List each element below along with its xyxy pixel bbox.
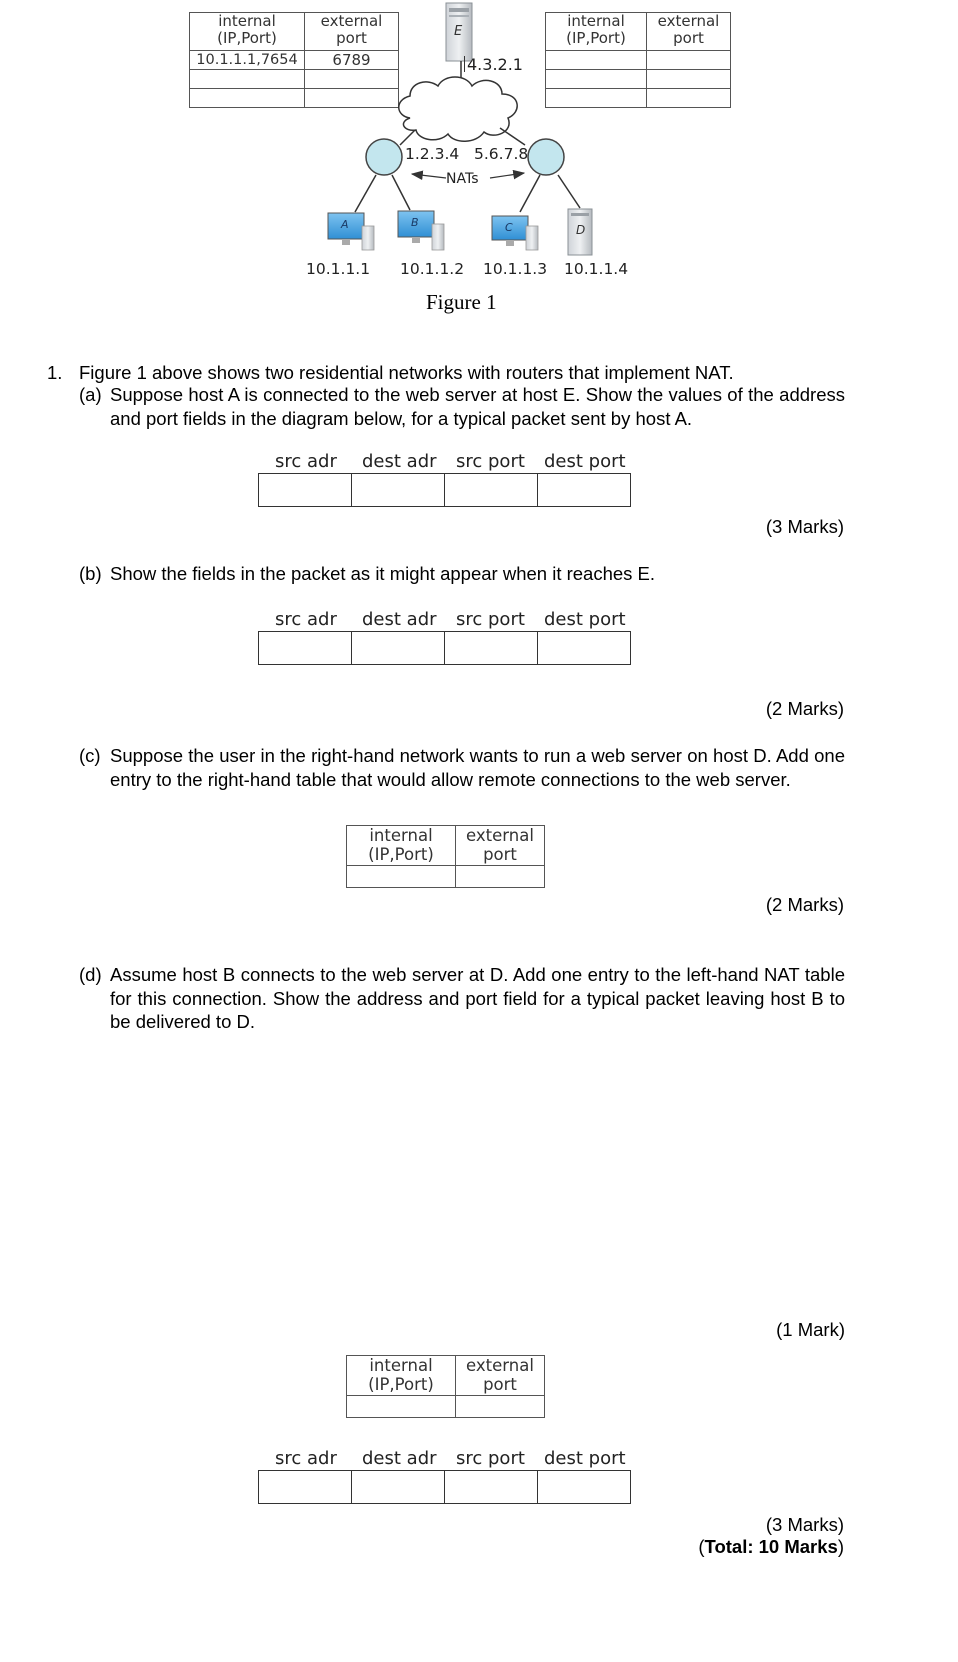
field-label: dest port: [544, 609, 626, 630]
table-cell[interactable]: [347, 866, 456, 888]
field-label: src adr: [275, 609, 337, 630]
paren: ): [837, 1536, 844, 1557]
table-cell: 6789: [305, 51, 399, 70]
part-b-label: (b): [79, 563, 102, 584]
table-cell[interactable]: [347, 1396, 456, 1418]
part-c-text: Suppose the user in the right-hand network wants to run a web server on host D. Add one entry to the right-hand table that would allow remote connections to the web server.: [110, 745, 845, 790]
field-label: dest port: [544, 1448, 626, 1469]
nat-router-left-icon: [366, 139, 402, 175]
field-label: src adr: [275, 451, 337, 472]
host-c-label: C: [505, 221, 513, 234]
field-label: src port: [456, 609, 525, 630]
internet-cloud-icon: [399, 77, 517, 141]
part-b-marks: (2 Marks): [765, 698, 844, 719]
network-diagram: [0, 0, 958, 330]
table-header: external port: [647, 13, 731, 51]
nat-arrow-right: [490, 173, 524, 178]
packet-a-fields[interactable]: [258, 473, 631, 507]
total-marks-text: Total: 10 Marks: [704, 1536, 838, 1557]
host-d-ip: 10.1.1.4: [564, 260, 629, 278]
server-e-label: E: [454, 24, 463, 39]
part-c-entry-table: [346, 825, 545, 888]
figure-caption: Figure 1: [426, 290, 497, 314]
nat-right-ip: 5.6.7.8: [474, 145, 529, 163]
host-a-icon: [328, 213, 374, 250]
part-b-text: Show the fields in the packet as it might appear when it reaches E.: [110, 563, 656, 584]
part-a-marks: (3 Marks): [765, 516, 844, 537]
field-label: dest adr: [362, 1448, 437, 1469]
table-header: external port: [456, 1356, 545, 1396]
host-c-icon: [492, 216, 538, 250]
nat-router-right-icon: [528, 139, 564, 175]
part-c-label: (c): [79, 745, 101, 766]
part-a-label: (a): [79, 384, 102, 405]
link-line: [392, 175, 410, 210]
field-label: dest adr: [362, 451, 437, 472]
host-b-ip: 10.1.1.2: [400, 260, 465, 278]
host-d-label: D: [576, 223, 586, 237]
part-d-label: (d): [79, 964, 102, 985]
host-b-icon: [398, 211, 444, 250]
link-line: [520, 175, 540, 212]
table-header: external port: [305, 13, 399, 51]
part-d-marks-1: (1 Mark): [776, 1319, 845, 1340]
host-a-ip: 10.1.1.1: [306, 260, 371, 278]
part-c-marks: (2 Marks): [765, 894, 844, 915]
link-line: [400, 130, 415, 145]
link-line: [500, 128, 525, 145]
question-intro: Figure 1 above shows two residential networks with routers that implement NAT.: [79, 362, 734, 383]
label-tick: [464, 56, 465, 72]
field-label: dest adr: [362, 609, 437, 630]
part-d-marks-2: (3 Marks): [765, 1514, 844, 1535]
part-d-text: Assume host B connects to the web server at D. Add one entry to the left-hand NAT table for this connection. Show the address and port field for a typical packet leaving host B to be delivered to D.: [110, 964, 845, 1032]
server-e-ip: 4.3.2.1: [467, 55, 523, 74]
paren: (: [698, 1536, 705, 1557]
field-label: src adr: [275, 1448, 337, 1469]
table-header: internal (IP,Port): [546, 13, 647, 51]
nat-arrow-left: [412, 174, 446, 178]
table-cell[interactable]: [456, 1396, 545, 1418]
field-label: dest port: [544, 451, 626, 472]
field-label: src port: [456, 1448, 525, 1469]
nat-left-ip: 1.2.3.4: [405, 145, 460, 163]
link-line: [355, 175, 376, 212]
host-c-ip: 10.1.1.3: [483, 260, 548, 278]
table-header: internal (IP,Port): [190, 13, 305, 51]
host-b-label: B: [411, 216, 419, 229]
part-a-text: Suppose host A is connected to the web server at host E. Show the values of the address and port fields in the diagram below, for a typical packet sent by host A.: [110, 384, 845, 429]
packet-b-fields[interactable]: [258, 631, 631, 665]
host-a-label: A: [341, 218, 349, 231]
table-cell[interactable]: [456, 866, 545, 888]
nats-label: NATs: [446, 171, 479, 187]
packet-d-fields[interactable]: [258, 1470, 631, 1504]
table-header: internal (IP,Port): [347, 826, 456, 866]
question-number: 1.: [47, 362, 63, 383]
table-header: internal (IP,Port): [347, 1356, 456, 1396]
part-d-entry-table: [346, 1355, 545, 1418]
total-marks: [698, 1536, 844, 1558]
link-line: [558, 175, 580, 208]
table-header: external port: [456, 826, 545, 866]
table-cell: 10.1.1.1,7654: [190, 51, 305, 70]
field-label: src port: [456, 451, 525, 472]
